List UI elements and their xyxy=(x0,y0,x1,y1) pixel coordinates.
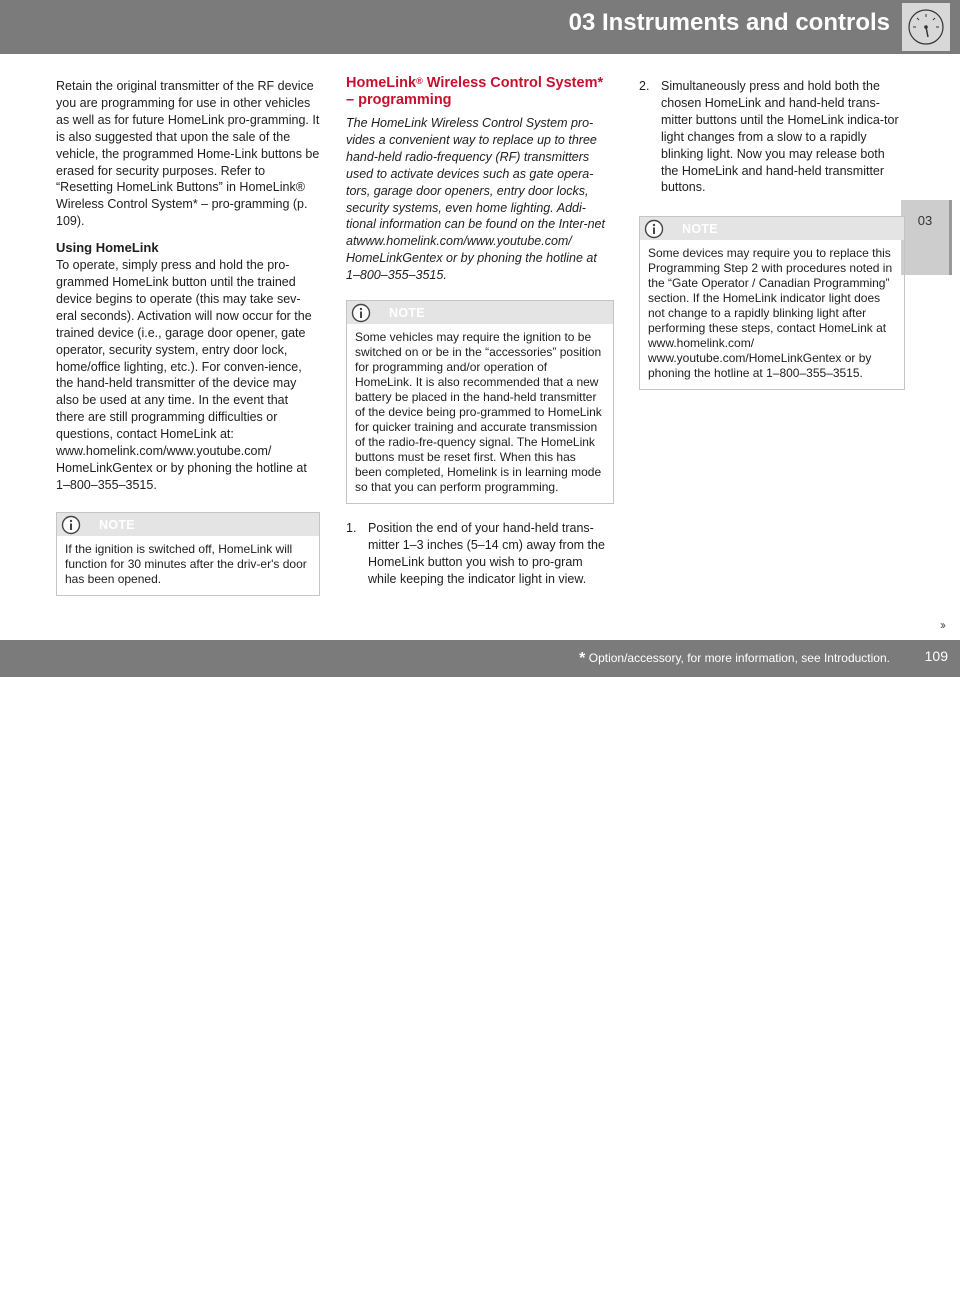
chapter-tab-label: 03 xyxy=(917,213,933,228)
step-2 xyxy=(639,78,905,196)
step-text: Position the end of your hand-held trans-mitter 1–3 inches (5–14 cm) away from the HomeLink button you wish to pro-gram while keeping the indicator light in view. xyxy=(368,521,605,586)
note-header xyxy=(347,301,613,324)
chapter-side-tab xyxy=(901,200,952,275)
chapter-title: 03 Instruments and controls xyxy=(568,9,890,36)
page-footer xyxy=(0,640,960,1310)
page-header xyxy=(0,0,960,54)
step-1 xyxy=(346,520,614,588)
using-homelink-heading: Using HomeLink xyxy=(56,240,159,256)
using-homelink-text: To operate, simply press and hold the pro-grammed HomeLink button until the trained device begins to operate (this may take sev-eral seconds). Activation will now occur for the trained device (i.e., garage door opener, gate operator, security system, entry door lock, home/office lighting, etc.). For conven-ience, the hand-held transmitter of the device may also be used at any time. In the event that there are still programming difficulties or questions, contact HomeLink at: www.homelink.com/www.youtube.com/ HomeLinkGentex or by phoning the hotline at 1–800–355–3515. xyxy=(56,258,312,492)
footnote-text: Option/accessory, for more information, see Introduction. xyxy=(585,651,890,666)
info-icon xyxy=(61,515,81,535)
note-text: Some vehicles may require the ignition to be switched on or be in the “accessories” position for programming and/or operation of HomeLink. It is also recommended that a new battery be placed in the hand-held transmitter of the device being pro-grammed to HomeLink for quicker training and accurate transmission of the radio-fre-quency signal. The HomeLink buttons must be reset first. When this has been completed, Homelink is in learning mode so that you can perform programming. xyxy=(355,330,602,495)
note-label: NOTE xyxy=(99,517,135,532)
column-1 xyxy=(56,78,320,596)
page-number: 109 xyxy=(924,648,948,664)
step-number: 1. xyxy=(346,521,357,536)
note-box xyxy=(56,512,320,596)
info-icon xyxy=(644,219,664,239)
continue-arrows-icon: ›› xyxy=(940,618,944,632)
watermark: carmanualsonline.info xyxy=(778,1290,954,1310)
info-icon xyxy=(351,303,371,323)
registered-mark: ® xyxy=(416,76,423,86)
footnote-asterisk: * xyxy=(579,650,586,667)
note-text: Some devices may require you to replace this Programming Step 2 with procedures noted in the “Gate Operator / Canadian Programming” section. If the HomeLink indicator light does not change to a rapidly blinking light after performing these steps, contact HomeLink at www.homelink.com/ www.youtube.com/HomeLinkGentex or by phoning the hotline at 1–800–355–3515. xyxy=(648,246,893,381)
gauge-icon xyxy=(902,3,950,51)
note-header xyxy=(57,513,319,536)
column-3 xyxy=(639,78,905,390)
step-text: Simultaneously press and hold both the chosen HomeLink and hand-held trans-mitter buttons until the HomeLink indica-tor light changes from a slow to a rapidly blinking light. Now you may release both the HomeLink and hand-held transmitter buttons. xyxy=(661,79,899,195)
note-label: NOTE xyxy=(682,222,718,237)
note-box xyxy=(346,300,614,504)
section-title-rest: Wireless Control System* – programming xyxy=(346,75,604,108)
section-intro-italic: The HomeLink Wireless Control System pro-vides a convenient way to replace up to three hand-held radio-frequency (RF) transmitters used to activate devices such as gate opera-tors, garage door openers, entry door locks, security systems, even home lighting. Addi-tional information can be found on the Inter-net atwww.homelink.com/www.youtube.com/ HomeLinkGentex or by phoning the hotline at 1–800–355–3515. xyxy=(346,116,605,283)
column-2 xyxy=(346,75,614,588)
note-text: If the ignition is switched off, HomeLink will function for 30 minutes after the driv-er's door has been opened. xyxy=(65,541,307,586)
footnote xyxy=(579,650,890,668)
section-title-main: HomeLink xyxy=(346,75,417,91)
note-box xyxy=(639,216,905,390)
note-label: NOTE xyxy=(389,306,425,321)
intro-paragraph: Retain the original transmitter of the RF device you are programming for use in other vehicles as well as for future HomeLink pro-gramming. It is also suggested that upon the sale of the vehicle, the programmed Home-Link buttons be erased for security purposes. Refer to “Resetting HomeLink Buttons” in HomeLink® Wireless Control System* – pro-gramming (p. 109). xyxy=(56,79,320,229)
section-title xyxy=(346,75,614,109)
step-number: 2. xyxy=(639,79,650,93)
note-header xyxy=(640,217,904,240)
